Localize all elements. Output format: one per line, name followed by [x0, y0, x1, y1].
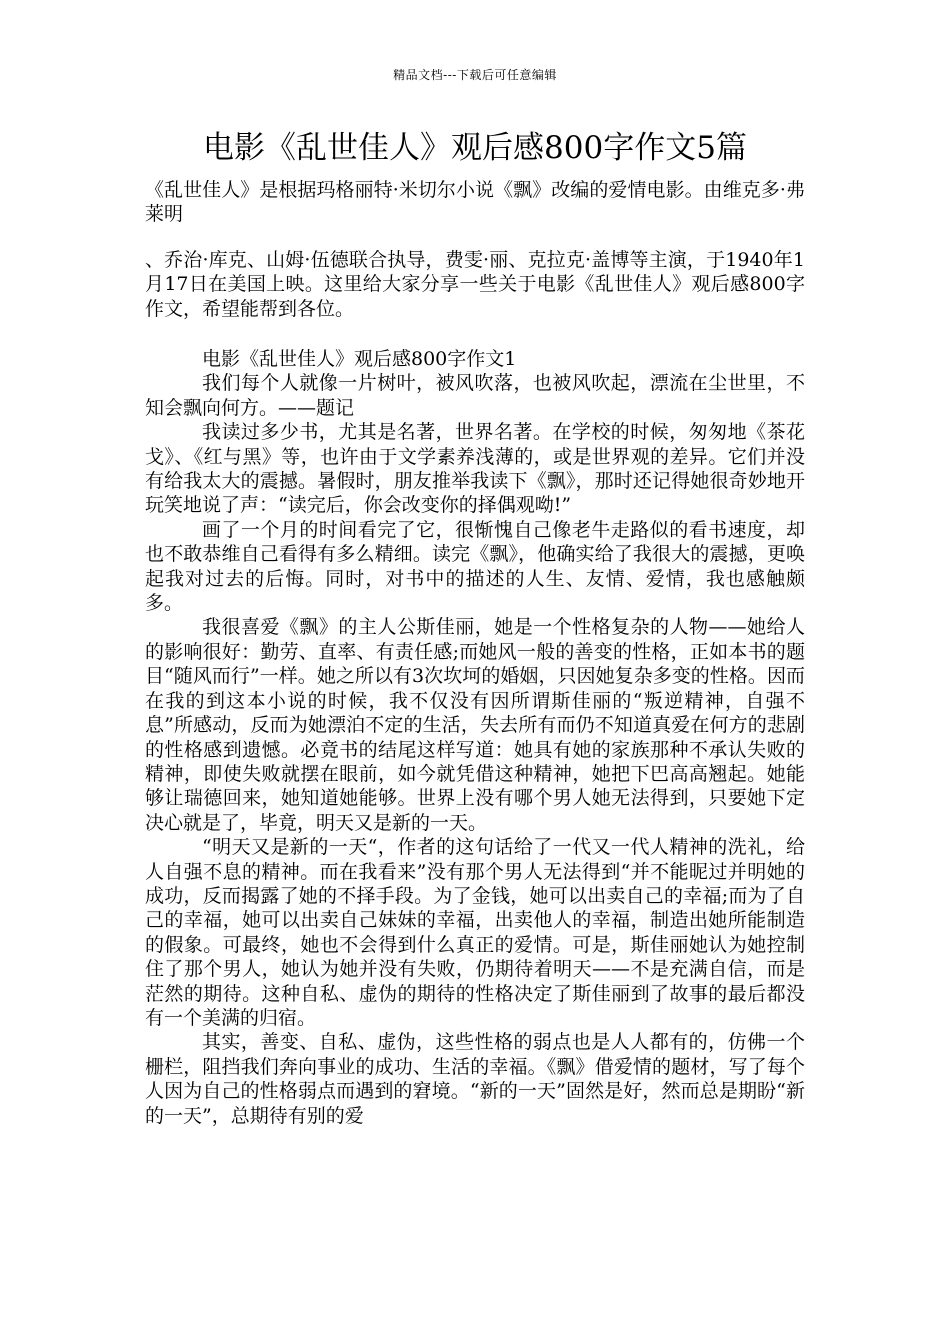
- paragraph-1: 我们每个人就像一片树叶，被风吹落，也被风吹起，漂流在尘世里，不知会飘向何方。——题记: [145, 372, 805, 419]
- document-title: 电影《乱世佳人》观后感800字作文5篇: [203, 130, 747, 166]
- paragraph-3: 画了一个月的时间看完了它，很惭愧自己像老牛走路似的看书速度，却也不敢恭维自己看得有多么精细。读完《飘》，他确实给了我很大的震撼，更唤起我对过去的后悔。同时，对书中的描述的人生、友情、爱情，我也感触颇多。: [145, 518, 805, 615]
- paragraph-2: 我读过多少书，尤其是名著，世界名著。在学校的时候，匆匆地《茶花戈》、《红与黑》等，也许由于文学素养浅薄的，或是世界观的差异。它们并没有给我太大的震撼。暑假时，朋友推举我读下《飘》，那时还记得她很奇妙地开玩笑地说了声：“读完后，你会改变你的择偶观呦!”: [145, 421, 805, 517]
- intro-line-1: 《乱世佳人》是根据玛格丽特·米切尔小说《飘》改编的爱情电影。由维克多·弗莱明: [145, 179, 805, 226]
- paragraph-4: 我很喜爱《飘》的主人公斯佳丽，她是一个性格复杂的人物——她给人的影响很好：勤劳、直率、有责任感;而她风一般的善变的性格，正如本书的题目“随风而行”一样。她之所以有3次坎坷的婚姻，只因她复杂多变的性格。因而在我的到这本小说的时候，我不仅没有因所谓斯佳丽的“叛逆精神，自强不息”所感动，反而为她漂泊不定的生活，失去所有而仍不知道真爱在何方的悲剧的性格感到遗憾。必竟书的结尾这样写道：她具有她的家族那种不承认失败的精神，即使失败就摆在眼前，如今就凭借这种精神，她把下巴高高翘起。她能够让瑞德回来，她知道她能够。世界上没有哪个男人她无法得到，只要她下定决心就是了，毕竟，明天又是新的一天。: [145, 616, 805, 834]
- intro-paragraph-part2: [145, 248, 805, 321]
- paragraph-5: “明天又是新的一天“，作者的这句话给了一代又一代人精神的洗礼，给人自强不息的精神。而在我看来”没有那个男人无法得到“并不能昵过并明她的成功，反而揭露了她的不择手段。为了金钱，她可以出卖自己的幸福;而为了自己的幸福，她可以出卖自己妹妹的幸福，出卖他人的幸福，制造出她所能制造的假象。可最终，她也不会得到什么真正的爱情。可是，斯佳丽她认为她控制住了那个男人，她认为她并没有失败，仍期待着明天——不是充满自信，而是茫然的期待。这种自私、虚伪的期待的性格决定了斯佳丽到了故事的最后都没有一个美满的归宿。: [145, 836, 805, 1029]
- intro-paragraph-part1: [145, 178, 805, 227]
- essay-body: [145, 347, 805, 1128]
- section-heading: 电影《乱世佳人》观后感800字作文1: [202, 348, 517, 370]
- paragraph-6: 其实，善变、自私、虚伪，这些性格的弱点也是人人都有的，仿佛一个栅栏，阻挡我们奔向事业的成功、生活的幸福。《飘》借爱情的题材，写了每个人因为自己的性格弱点而遇到的窘境。“新的一天”固然是好，然而总是期盼“新的一天”，总期待有别的爱: [145, 1031, 805, 1127]
- intro-line-2: 、乔治·库克、山姆·伍德联合执导，费雯·丽、克拉克·盖博等主演，于1940年1月17日在美国上映。这里给大家分享一些关于电影《乱世佳人》观后感800字作文，希望能帮到各位。: [145, 249, 805, 320]
- header-note: 精品文档---下载后可任意编辑: [393, 68, 557, 82]
